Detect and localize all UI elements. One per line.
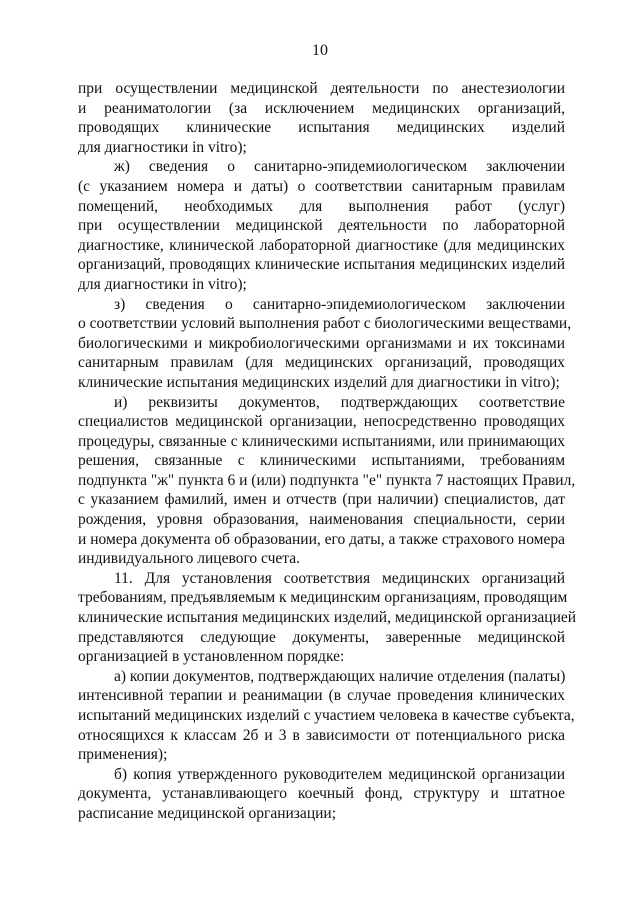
text-line: ж) сведения о санитарно-эпидемиологическом заключении [114,158,565,176]
text-line: и реаниматологии (за исключением медицинских организаций, [78,99,565,117]
text-line: (с указанием номера и даты) о соответствии санитарным правилам [78,177,565,195]
text-line: представляются следующие документы, заверенные медицинской [78,628,565,646]
paragraph-item-a [78,667,575,765]
text-line: при осуществлении медицинской деятельности по лабораторной [78,217,565,235]
text-line: и номера документа об образовании, его даты, а также страхового номера [78,530,565,548]
text-line: при осуществлении медицинской деятельности по анестезиологии [78,80,565,97]
text-line: требованиям, предъявляемым к медицинским организациям, проводящим [78,589,568,607]
text-line: клинические испытания медицинских изделий для диагностики in vitro); [78,373,560,391]
paragraph-item-zh [78,157,565,294]
text-line: организаций, проводящих клинические испытания медицинских изделий [78,256,565,274]
text-line: помещений, необходимых для выполнения работ (услуг) [78,197,565,215]
text-line: з) сведения о санитарно-эпидемиологическом заключении [114,295,565,313]
text-line: для диагностики in vitro); [78,138,247,156]
paragraph-item-z [78,295,572,393]
text-line: интенсивной терапии и реанимации (в случае проведения клинических [78,687,565,705]
text-line: б) копия утвержденного руководителем медицинской организации [114,765,565,783]
text-line: подпункта "ж" пункта 6 и (или) подпункта "е" пункта 7 настоящих Правил, [78,471,576,489]
text-line: индивидуального лицевого счета. [78,550,301,568]
paragraph-item-i [78,393,576,569]
text-line: проводящих клинические испытания медицинских изделий [78,119,565,137]
text-line: с указанием фамилий, имен и отчеств (при наличии) специалистов, дат [78,491,565,509]
paragraph-item-b [78,765,565,824]
text-line: применения); [78,746,168,764]
text-line: специалистов медицинской организации, непосредственно проводящих [78,413,565,431]
text-line: 11. Для установления соответствия медицинских организаций [114,569,565,587]
text-line: документа, устанавливающего коечный фонд, структуру и штатное [78,785,565,803]
text-line: биологическими и микробиологическими организмами и их токсинами [78,334,565,352]
paragraph-point-11 [78,569,577,667]
text-line: диагностике, клинической лабораторной диагностике (для медицинских [78,236,565,254]
document-body [78,79,577,824]
text-line: клинические испытания медицинских изделий, медицинской организацией [78,609,577,627]
text-line: процедуры, связанные с клиническими испытаниями, или принимающих [78,432,565,450]
text-line: санитарным правилам (для медицинских организаций, проводящих [78,354,565,372]
paragraph-cont-e [78,79,565,157]
text-line: рождения, уровня образования, наименования специальности, серии [78,511,565,529]
text-line: а) копии документов, подтверждающих наличие отделения (палаты) [114,667,566,685]
text-line: организацией в установленном порядке: [78,648,345,666]
text-line: расписание медицинской организации; [78,804,337,822]
text-line: и) реквизиты документов, подтверждающих соответствие [114,393,565,411]
text-line: относящихся к классам 2б и 3 в зависимости от потенциального риска [78,726,565,744]
text-line: для диагностики in vitro); [78,275,247,293]
text-line: решения, связанные с клиническими испытаниями, требованиям [78,452,565,470]
page-number: 10 [312,42,328,59]
text-line: о соответствии условий выполнения работ с биологическими веществами, [78,315,572,333]
text-line: испытаний медицинских изделий с участием человека в качестве субъекта, [78,707,575,724]
